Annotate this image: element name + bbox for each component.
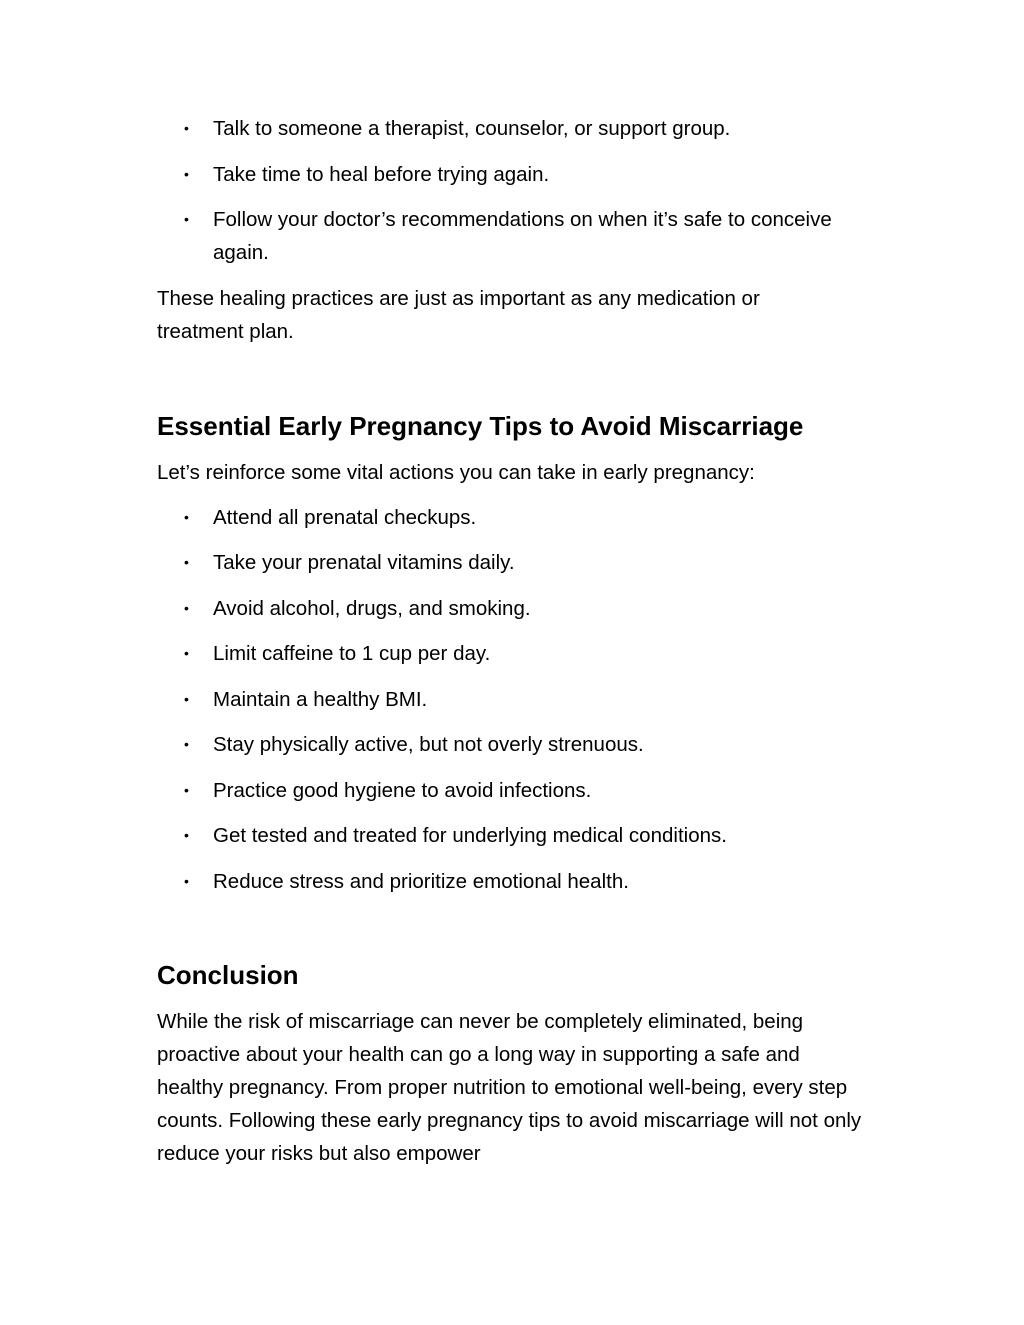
list-item [184,637,869,670]
bullet-icon: • [184,645,189,661]
list-item-text: Limit caffeine to 1 cup per day. [213,642,491,665]
list-item [184,501,869,534]
list-item-text: Take time to heal before trying again. [213,162,550,186]
healing-steps-list [157,112,869,269]
bullet-icon: • [184,690,189,707]
list-item-text: Take your prenatal vitamins daily. [213,551,515,574]
bullet-icon: • [184,781,189,798]
tips-intro: Let’s reinforce some vital actions you can take in early pregnancy: [157,460,755,484]
bullet-icon: • [184,120,189,136]
list-item-text: Stay physically active, but not overly strenuous. [213,733,644,756]
document-page [157,112,869,1170]
bullet-icon: • [184,736,189,752]
list-item [184,112,869,145]
list-item-text: Reduce stress and prioritize emotional health. [213,869,629,893]
list-item-text: Follow your doctor’s recommendations on when it’s safe to conceive again. [213,208,832,264]
list-item-text: Talk to someone a therapist, counselor, or support group. [213,117,731,140]
list-item [184,683,869,716]
bullet-icon: • [184,599,189,616]
bullet-icon: • [184,165,189,182]
list-item-text: Maintain a healthy BMI. [213,687,428,711]
bullet-icon: • [184,554,189,570]
tips-list [157,501,869,898]
list-item [184,158,869,191]
list-item [184,774,869,807]
bullet-icon: • [184,211,189,227]
list-item-text: Avoid alcohol, drugs, and smoking. [213,596,531,620]
list-item [184,546,869,579]
bullet-icon: • [184,872,189,889]
list-item [184,592,869,625]
list-item [184,203,833,269]
healing-paragraph: These healing practices are just as important as any medication or treatment plan. [157,286,760,343]
list-item-text: Attend all prenatal checkups. [213,505,477,529]
list-item [184,728,869,761]
list-item [184,819,869,852]
conclusion-heading: Conclusion [157,960,299,990]
list-item-text: Practice good hygiene to avoid infections. [213,778,592,802]
bullet-icon: • [184,827,189,843]
tips-heading: Essential Early Pregnancy Tips to Avoid Miscarriage [157,410,804,441]
conclusion-body: While the risk of miscarriage can never be completely eliminated, being proactive about your health can go a long way in supporting a safe and healthy pregnancy. From proper nutrition to emotional well-being, every step counts. Following these early pregnancy tips to avoid miscarriage will not only reduce your risks but also empower [157,1010,862,1165]
list-item [184,865,869,898]
bullet-icon: • [184,508,189,525]
list-item-text: Get tested and treated for underlying medical conditions. [213,824,727,847]
